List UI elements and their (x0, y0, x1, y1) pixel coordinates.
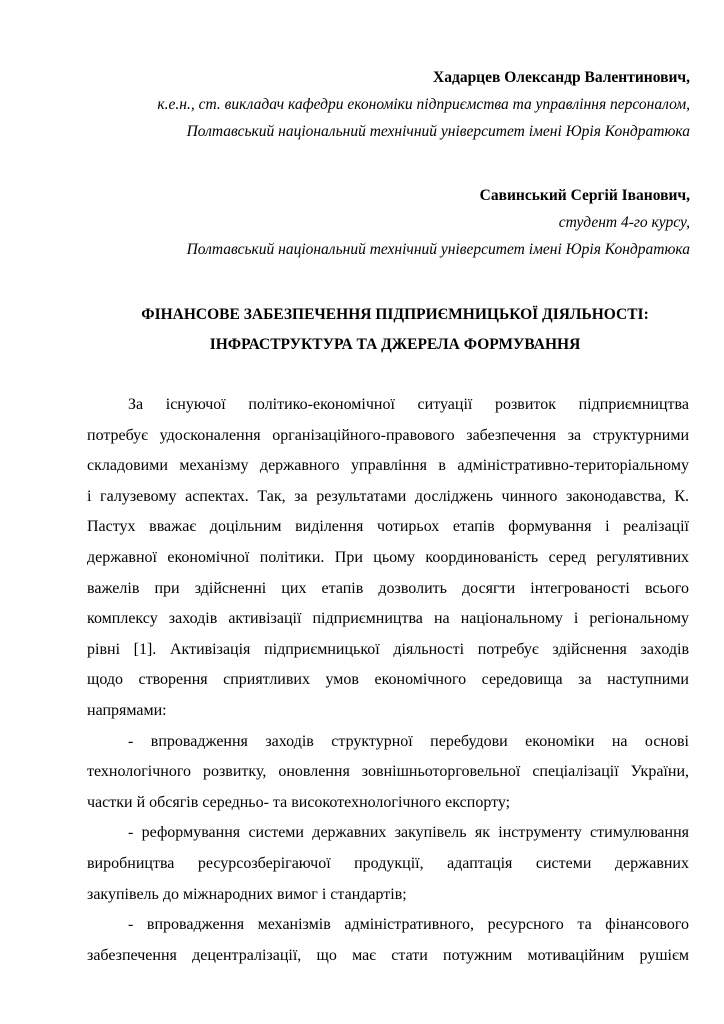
body-text (87, 390, 689, 971)
paragraph-line: складовими механізму державного управління в адміністративно-територіальному (87, 457, 689, 475)
title-line: ІНФРАСТРУКТУРА ТА ДЖЕРЕЛА ФОРМУВАННЯ (209, 336, 581, 353)
paragraph-line: рівні [1]. Активізація підприємницької діяльності потребує здійснення заходів (87, 640, 689, 658)
list-item-line: закупівель до міжнародних вимог і стандартів; (87, 885, 407, 903)
author-name: Савинський Сергій Іванович, (479, 187, 690, 204)
author-block-1 (157, 64, 690, 145)
author-institution: Полтавський національний технічний університет імені Юрія Кондратюка (186, 123, 690, 140)
paper-title (70, 300, 720, 360)
author-institution: Полтавський національний технічний університет імені Юрія Кондратюка (186, 241, 690, 258)
author-position: к.е.н., ст. викладач кафедри економіки підприємства та управління персоналом, (157, 96, 690, 113)
paragraph-line: Пастух вважає доцільним виділення чотирьох етапів формування і реалізації (87, 518, 689, 536)
list-item-line: - впровадження заходів структурної перебудови економіки на основі (128, 732, 689, 750)
paragraph-line: потребує удосконалення організаційного-правового забезпечення за структурними (87, 426, 689, 444)
paragraph-line: важелів при здійсненні цих етапів дозволить досягти інтегрованості всього (87, 579, 689, 597)
author-block-2 (187, 182, 690, 263)
paragraph-line: напрямами: (87, 701, 167, 719)
paragraph-line: За існуючої політико-економічної ситуації розвиток підприємництва (128, 396, 689, 413)
paragraph-line: щодо створення сприятливих умов економічного середовища за наступними (87, 671, 689, 689)
list-item-line: забезпечення децентралізації, що має стати потужним мотиваційним рушієм (87, 946, 689, 964)
paragraph-line: і галузевому аспектах. Так, за результатами досліджень чинного законодавства, К. (87, 487, 689, 505)
list-item-line: частки й обсягів середньо- та високотехнологічного експорту; (87, 793, 511, 811)
list-item-line: технологічного розвитку, оновлення зовнішньоторговельної спеціалізації України, (87, 763, 689, 781)
paragraph-line: комплексу заходів активізації підприємництва на національному і регіональному (87, 610, 689, 628)
author-name: Хадарцев Олександр Валентинович, (433, 69, 690, 86)
list-item-line: виробництва ресурсозберігаючої продукції, адаптація системи державних (87, 854, 689, 872)
author-position: студент 4-го курсу, (558, 214, 690, 231)
title-line: ФІНАНСОВЕ ЗАБЕЗПЕЧЕННЯ ПІДПРИЄМНИЦЬКОЇ ДІЯЛЬНОСТІ: (141, 306, 649, 323)
paragraph-line: державної економічної політики. При цьому координованість серед регулятивних (87, 548, 689, 566)
list-item-line: - впровадження механізмів адміністративного, ресурсного та фінансового (128, 916, 689, 934)
list-item-line: - реформування системи державних закупівель як інструменту стимулювання (128, 824, 689, 842)
